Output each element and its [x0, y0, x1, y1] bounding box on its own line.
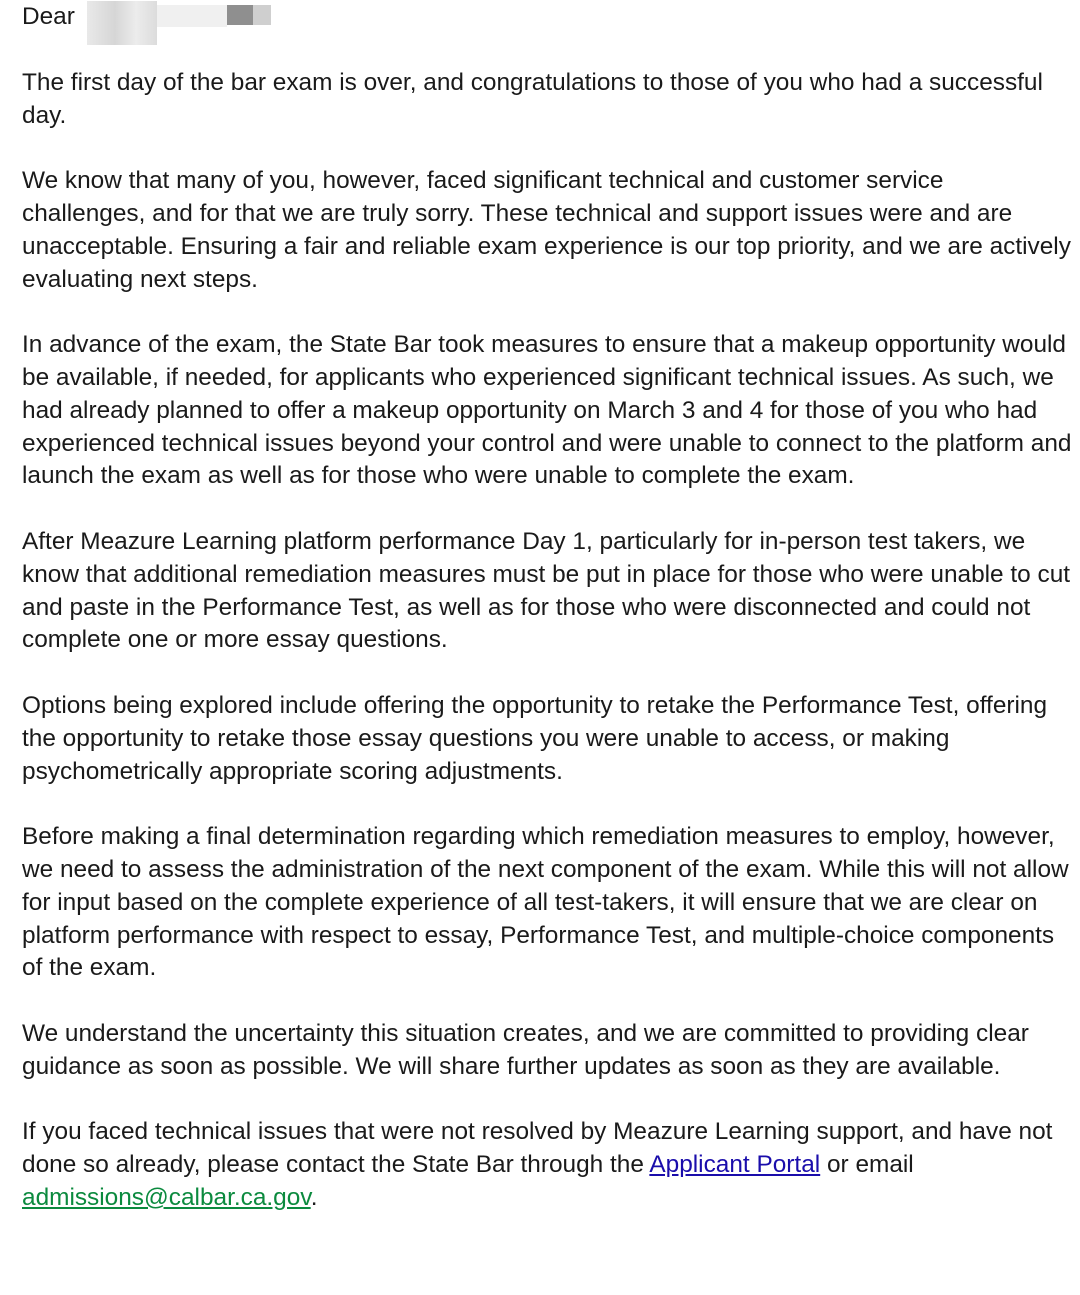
- paragraph-uncertainty: We understand the uncertainty this situation creates, and we are committed to providing clear guidance as soon as possible. We will share further updates as soon as they are available.: [22, 1019, 1029, 1080]
- greeting-line: [22, 1, 1072, 34]
- paragraph-apology: We know that many of you, however, faced significant technical and customer service challenges, and for that we are truly sorry. These technical and support issues were and are unacceptable. Ensuring a fair and reliable exam experience is our top priority, and we are actively evaluating next steps.: [22, 167, 1071, 293]
- contact-text-after: .: [310, 1183, 318, 1211]
- paragraph-makeup-opportunity: In advance of the exam, the State Bar took measures to ensure that a makeup opportunity would be available, if needed, for applicants who experienced significant technical issues. As such, we had already planned to offer a makeup opportunity on March 3 and 4 for those of you who had experienced technical issues beyond your control and were unable to connect to the platform and launch the exam as well as for those who were unable to complete the exam.: [22, 331, 1072, 490]
- applicant-portal-link[interactable]: Applicant Portal: [649, 1151, 821, 1179]
- admissions-email-link[interactable]: admissions@calbar.ca.gov: [22, 1183, 311, 1211]
- contact-text-before: If you faced technical issues that were not resolved by Meazure Learning support, and have not done so already, please contact the State Bar through the: [22, 1118, 1053, 1179]
- email-body: [22, 0, 1072, 1215]
- paragraph-congratulations: The first day of the bar exam is over, and congratulations to those of you who had a successful day.: [22, 68, 1043, 129]
- paragraph-remediation-needed: After Meazure Learning platform performance Day 1, particularly for in-person test takers, we know that additional remediation measures must be put in place for those who were unable to cut and paste in the Performance Test, as well as for those who were disconnected and could not complete one or more essay questions.: [22, 527, 1071, 654]
- paragraph-assessment: Before making a final determination regarding which remediation measures to employ, however, we need to assess the administration of the next component of the exam. While this will not allow for input based on the complete experience of all test-takers, it will ensure that we are clear on platform performance with respect to essay, Performance Test, and multiple-choice components of the exam.: [22, 823, 1069, 982]
- contact-text-middle: or email: [820, 1151, 914, 1179]
- redacted-name: [81, 1, 271, 34]
- paragraph-options: Options being explored include offering the opportunity to retake the Performance Test, offering the opportunity to retake those essay questions you were unable to access, or making psychometrically appropriate scoring adjustments.: [22, 691, 1048, 785]
- greeting-word: Dear: [22, 3, 75, 31]
- paragraph-contact: [22, 1116, 1072, 1214]
